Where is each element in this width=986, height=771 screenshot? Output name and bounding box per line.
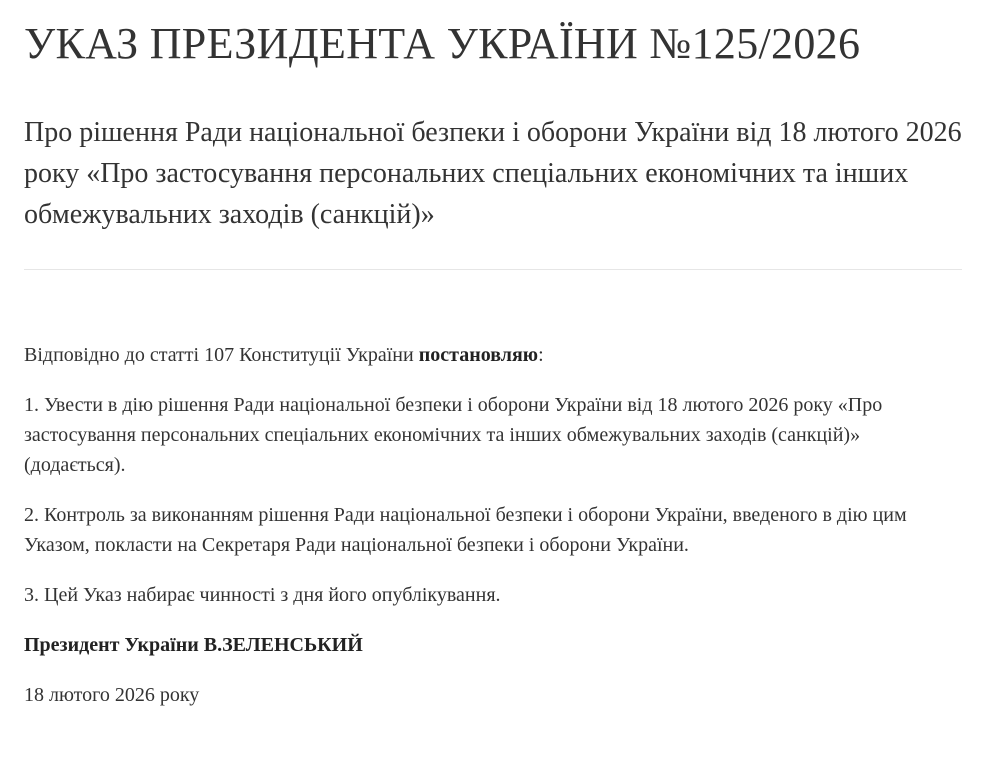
signature: Президент України В.ЗЕЛЕНСЬКИЙ [24,634,363,656]
clause-1: 1. Увести в дію рішення Ради національної безпеки і оборони України від 18 лютого 2026 року «Про застосування персональних спеціальних економічних та інших обмежувальних заходів (санкцій)» (додається). [24,394,883,476]
preamble-suffix: : [538,344,544,366]
clause-2: 2. Контроль за виконанням рішення Ради національної безпеки і оборони України, введеного в дію цим Указом, покласти на Секретаря Ради національної безпеки і оборони України. [24,504,907,556]
document-body [24,340,944,710]
preamble [24,340,944,370]
clause-3: 3. Цей Указ набирає чинності з дня його опублікування. [24,584,501,606]
document-subtitle: Про рішення Ради національної безпеки і оборони України від 18 лютого 2026 року «Про застосування персональних спеціальних економічних та інших обмежувальних заходів (санкцій)» [24,117,962,230]
page-title: УКАЗ ПРЕЗИДЕНТА УКРАЇНИ №125/2026 [24,19,861,68]
preamble-emphasis: постановляю [418,344,539,366]
document-date: 18 лютого 2026 року [24,684,200,706]
preamble-text: Відповідно до статті 107 Конституції України [24,344,419,366]
divider [24,269,962,270]
